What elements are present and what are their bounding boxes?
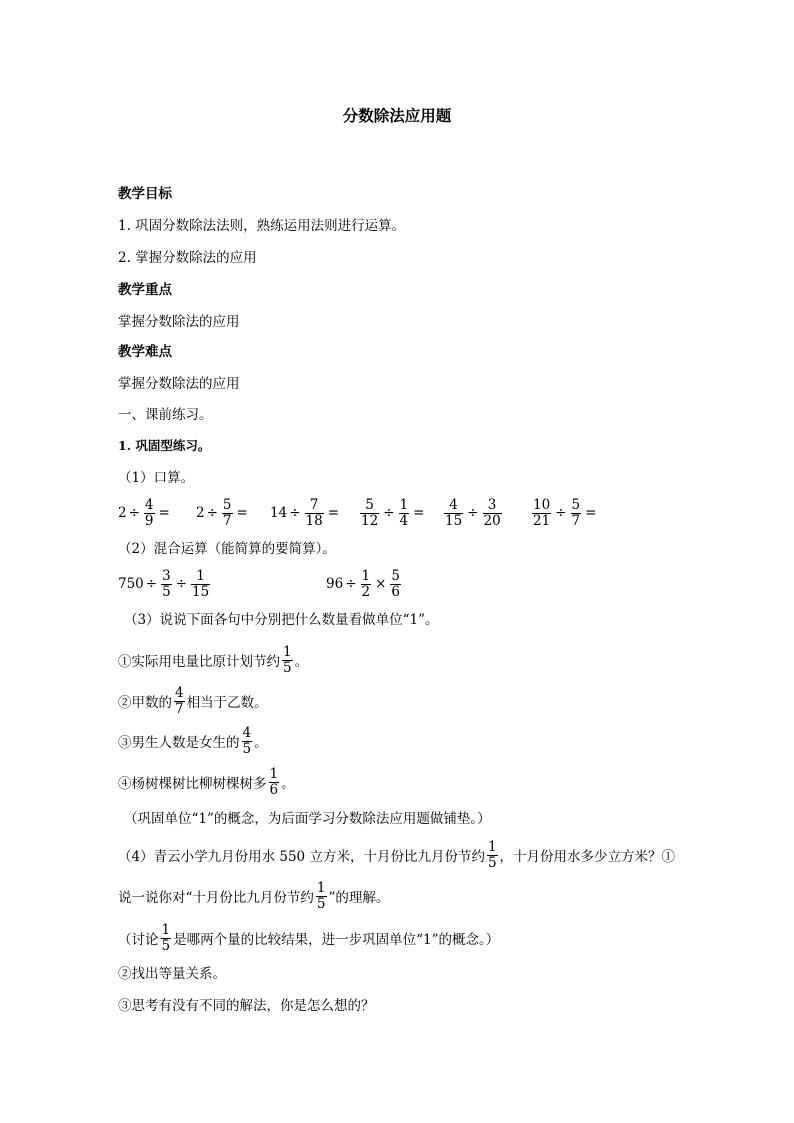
sentence-text: ①实际用电量比原计划节约 — [118, 654, 280, 670]
fraction — [305, 498, 324, 529]
heading-key-points: 教学重点 — [118, 282, 172, 298]
oral-op: ÷ — [383, 505, 395, 521]
oral-eq: = — [327, 505, 339, 521]
fraction — [360, 498, 379, 529]
denominator: 20 — [483, 512, 501, 529]
sentence-text: ③男生人数是女生的 — [118, 735, 240, 751]
fraction — [174, 686, 185, 717]
fraction — [483, 498, 502, 529]
oral-whole: 2 — [118, 505, 127, 521]
sentence-4 — [118, 762, 295, 802]
sentence-1 — [118, 640, 308, 680]
denominator: 7 — [222, 512, 232, 529]
oral-op: ÷ — [289, 505, 301, 521]
mixed-item-2 — [326, 569, 403, 600]
denominator: 5 — [161, 937, 171, 954]
oral-eq: = — [413, 505, 425, 521]
oral-item — [358, 498, 442, 529]
numerator: 3 — [162, 567, 171, 584]
numerator: 5 — [571, 496, 581, 513]
mixed-whole: 750 — [118, 576, 144, 592]
question-4-understanding — [118, 876, 389, 916]
difficult-points-text: 掌握分数除法的应用 — [118, 376, 240, 392]
denominator: 5 — [162, 583, 171, 600]
numerator: 1 — [487, 838, 497, 855]
numerator: 1 — [283, 643, 292, 660]
heading-teaching-goals: 教学目标 — [118, 186, 172, 202]
question-text: 说一说你对“十月份比九月份节约 — [118, 890, 314, 906]
numerator: 5 — [222, 496, 232, 513]
note-text: 是哪两个量的比较结果，进一步巩固单位“1”的概念。） — [173, 932, 500, 948]
numerator: 1 — [191, 569, 210, 585]
sentence-text: 。 — [281, 776, 295, 792]
q1-label: （1）口算。 — [118, 470, 195, 486]
fraction — [390, 569, 401, 600]
heading-difficult-points: 教学难点 — [118, 344, 172, 360]
step-find-equation: ②找出等量关系。 — [118, 966, 226, 982]
numerator: 4 — [444, 498, 463, 514]
step-different-methods: ③思考有没有不同的解法，你是怎么想的？ — [118, 998, 375, 1014]
note-unit-concept: （巩固单位“1”的概念，为后面学习分数除法应用题做铺垫。） — [124, 811, 491, 827]
denominator: 4 — [399, 512, 409, 529]
goal-item-2: 2. 掌握分数除法的应用 — [118, 250, 257, 266]
oral-op: ÷ — [128, 505, 140, 521]
oral-op: ÷ — [467, 505, 479, 521]
numerator: 1 — [316, 879, 326, 896]
numerator: 5 — [360, 498, 379, 514]
mixed-item-1 — [118, 569, 326, 600]
denominator: 5 — [242, 740, 252, 757]
sentence-text: ②甲数的 — [118, 695, 172, 711]
numerator: 1 — [361, 567, 371, 584]
oral-whole: 2 — [196, 505, 205, 521]
part-1-heading: 一、课前练习。 — [118, 407, 213, 423]
sentence-3 — [118, 721, 268, 761]
numerator: 1 — [269, 765, 279, 782]
numerator: 4 — [144, 496, 154, 513]
fraction — [532, 498, 551, 529]
fraction — [282, 645, 293, 676]
q2-label: （2）混合运算（能简算的要简算）。 — [118, 541, 336, 557]
mixed-op: ÷ — [145, 576, 158, 592]
oral-calc-row — [118, 493, 598, 533]
denominator: 6 — [391, 583, 400, 600]
oral-item — [118, 498, 196, 529]
denominator: 6 — [269, 781, 279, 798]
numerator: 1 — [161, 921, 171, 938]
mixed-op: × — [375, 576, 387, 592]
sentence-text: 。 — [254, 735, 268, 751]
key-points-text: 掌握分数除法的应用 — [118, 314, 240, 330]
oral-eq: = — [158, 505, 170, 521]
question-text: ，十月份用水多少立方米？① — [499, 849, 676, 865]
denominator: 15 — [192, 583, 210, 600]
denominator: 5 — [283, 659, 292, 676]
numerator: 4 — [175, 684, 184, 701]
oral-item — [530, 498, 598, 529]
denominator: 7 — [175, 700, 184, 717]
oral-eq: = — [236, 505, 248, 521]
question-text: ”的理解。 — [328, 890, 390, 906]
denominator: 5 — [316, 895, 326, 912]
denominator: 2 — [361, 583, 371, 600]
mixed-calc-row — [118, 564, 403, 604]
denominator: 15 — [445, 512, 463, 529]
fraction — [222, 498, 233, 529]
mixed-op: ÷ — [175, 576, 187, 592]
sentence-text: 相当于乙数。 — [186, 695, 268, 711]
sentence-2 — [118, 681, 268, 721]
mixed-whole: 96 — [326, 576, 344, 592]
oral-eq: = — [585, 505, 597, 521]
fraction — [361, 569, 372, 600]
denominator: 5 — [487, 854, 497, 871]
note-text: （讨论 — [118, 932, 159, 948]
q3-label: （3）说说下面各句中分别把什么数量看做单位“1”。 — [124, 612, 439, 628]
oral-op: ÷ — [555, 505, 567, 521]
numerator: 1 — [399, 496, 409, 513]
oral-item — [196, 498, 270, 529]
numerator: 5 — [391, 567, 400, 584]
fraction — [399, 498, 410, 529]
fraction — [316, 881, 327, 912]
fraction — [571, 498, 582, 529]
fraction — [191, 569, 210, 600]
numerator: 10 — [533, 496, 551, 513]
oral-item — [270, 498, 358, 529]
fraction — [242, 726, 253, 757]
denominator: 9 — [144, 512, 154, 529]
fraction — [161, 569, 172, 600]
sub-heading-consolidation: 1. 巩固型练习。 — [118, 438, 211, 453]
fraction — [144, 498, 155, 529]
oral-item — [442, 498, 530, 529]
goal-item-1: 1. 巩固分数除法法则，熟练运用法则进行运算。 — [118, 218, 406, 234]
numerator: 7 — [305, 498, 324, 514]
numerator: 3 — [483, 498, 502, 514]
fraction — [161, 923, 172, 954]
discussion-note — [118, 918, 499, 958]
sentence-text: 。 — [294, 654, 309, 670]
denominator: 18 — [305, 512, 323, 529]
fraction — [487, 840, 498, 871]
question-text: （4）青云小学九月份用水 550 立方米，十月份比九月份节约 — [118, 849, 485, 865]
oral-whole: 14 — [270, 505, 288, 521]
page-title: 分数除法应用题 — [342, 106, 452, 125]
denominator: 12 — [361, 512, 379, 529]
oral-op: ÷ — [206, 505, 218, 521]
denominator: 21 — [533, 512, 551, 529]
sentence-text: ④杨树棵树比柳树棵树多 — [118, 776, 267, 792]
numerator: 4 — [242, 724, 252, 741]
fraction — [444, 498, 463, 529]
question-4 — [118, 835, 675, 875]
denominator: 7 — [571, 512, 581, 529]
mixed-op: ÷ — [345, 576, 357, 592]
fraction — [269, 767, 280, 798]
